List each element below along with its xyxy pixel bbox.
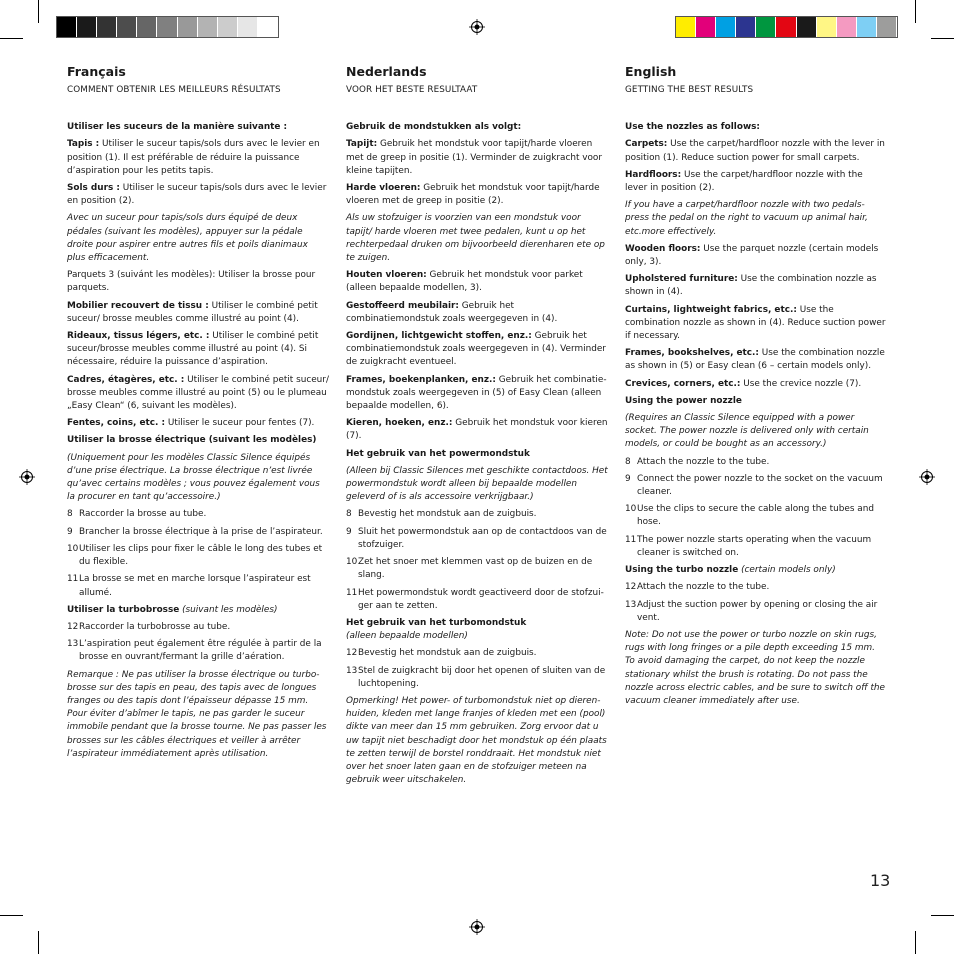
step-number: 11 [625, 534, 637, 545]
instruction-paragraph [67, 452, 329, 505]
step-number: 13 [346, 665, 358, 676]
paragraph-text: Parquets 3 (suivánt les modèles): Utiliser la brosse pour parquets. [67, 270, 316, 294]
instruction-paragraph [346, 121, 608, 134]
step-text: Attach the nozzle to the tube. [637, 582, 770, 593]
instruction-paragraph [625, 273, 887, 299]
paragraph-lead: Mobilier recouvert de tissu : [67, 300, 209, 311]
paragraph-lead: Frames, bookshelves, etc.: [625, 348, 759, 359]
remark-note: Opmerking! Het power- of turbomondstuk niet op dierenhuiden, kleden met lange franjes of kleden met een (pool) dikte van meer dan 15 mm gebruiken. Zorg ervoor dat u uw tapijt niet beschadigt door het mondstuk op één plaats te zetten terwijl de borstel ronddraait. Het mondstuk niet over het snoer laten gaan en de stofzuiger meteen na gebruik weer uitschakelen. [346, 695, 607, 786]
gray-calibration-bar [57, 17, 278, 37]
paragraph-text: (Alleen bij Classic Silences met geschikte contactdoos. Het powermondstuk wordt alleen bij bepaalde modellen geleverd of is als accessoire verkrijgbaar.) [346, 465, 608, 503]
step-number: 9 [67, 526, 73, 537]
step-number: 13 [625, 599, 637, 610]
color-swatch [857, 17, 877, 37]
instruction-paragraph [346, 374, 608, 414]
instruction-paragraph [67, 121, 329, 134]
numbered-step [346, 526, 608, 552]
section-language-title: Français [67, 64, 126, 79]
instruction-paragraph [346, 212, 608, 265]
instruction-paragraph [625, 378, 887, 391]
instruction-paragraph [625, 347, 887, 373]
paragraph-text: Gebruik het combinatiemondstuk zoals weergegeven in (5) of Easy Clean (alleen bepaalde modellen, 6). [346, 374, 607, 412]
instruction-paragraph [67, 434, 329, 447]
paragraph-text: (Requires an Classic Silence equipped with a power socket. The power nozzle is delivered only with certain models, or could be bought as an accessory.) [625, 413, 869, 450]
paragraph-text: Utiliser le suceur pour fentes (7). [165, 418, 315, 429]
section-subtitle: COMMENT OBTENIR LES MEILLEURS RÉSULTATS [67, 85, 281, 95]
instruction-paragraph [625, 395, 887, 408]
paragraph-lead: Tapijt: [346, 139, 378, 150]
section-subtitle: GETTING THE BEST RESULTS [625, 85, 754, 95]
paragraph-lead: Upholstered furniture: [625, 274, 738, 285]
paragraph-lead: Utiliser les suceurs de la manière suivante : [67, 122, 288, 133]
color-swatch [696, 17, 716, 37]
remark-note: Remarque : Ne pas utiliser la brosse électrique ou turbobrosse sur des tapis en peau, des tapis avec de longues franges ou des tapis dont l’épaisseur dépasse 15 mm. Pour éviter d’abîmer le tapis, ne pas garder le suceur immobile pendant que la brosse tourne. Ne pas passer les brosses sur les câbles électriques et veiller à arrêter l’aspirateur immédiatement après utilisation. [67, 669, 327, 759]
crop-mark [931, 915, 954, 916]
step-text: Zet het snoer met klemmen vast op de buizen en de slang. [358, 557, 593, 581]
crop-mark [931, 38, 954, 39]
numbered-step [67, 638, 329, 664]
paragraph-text: Use the combination nozzle as shown in (4). [625, 274, 877, 298]
step-number: 13 [67, 639, 79, 650]
step-text: Use the clips to secure the cable along the tubes and hose. [637, 504, 874, 528]
section-language-title: Nederlands [346, 64, 427, 79]
turbo-heading-label: Het gebruik van het turbomondstuk [346, 617, 527, 628]
paragraph-text: Utiliser le combiné petit suceur/ brosse meubles comme illustré au point (4). [67, 300, 318, 324]
paragraph-text: Use the parquet nozzle (certain models only, 3). [625, 243, 879, 268]
turbo-heading [625, 564, 887, 577]
step-text: Sluit het powermondstuk aan op de contactdoos van de stofzuiger. [358, 526, 607, 550]
numbered-step [346, 647, 608, 660]
gray-swatch [97, 17, 117, 37]
instruction-paragraph [67, 182, 329, 208]
step-number: 11 [346, 587, 358, 598]
instruction-paragraph [625, 304, 887, 344]
instruction-paragraph [625, 138, 887, 164]
instruction-paragraph [625, 243, 887, 269]
page-number: 13 [870, 871, 891, 890]
numbered-step [346, 587, 608, 613]
section-subtitle: VOOR HET BESTE RESULTAAT [346, 85, 478, 95]
step-number: 12 [67, 621, 79, 632]
step-text: Attach the nozzle to the tube. [637, 456, 770, 467]
column-dutch [346, 64, 608, 791]
paragraph-lead: Curtains, lightweight fabrics, etc.: [625, 304, 797, 315]
paragraph-lead: Frames, boekenplanken, enz.: [346, 374, 496, 385]
instruction-paragraph [346, 448, 608, 461]
color-swatch [776, 17, 796, 37]
step-number: 12 [625, 582, 637, 593]
numbered-step [625, 473, 887, 499]
step-number: 9 [346, 526, 352, 537]
numbered-step [625, 534, 887, 560]
turbo-heading-note: (alleen bepaalde modellen) [346, 631, 468, 642]
paragraph-lead: Houten vloeren: [346, 270, 427, 281]
instruction-paragraph [346, 269, 608, 295]
gray-swatch [198, 17, 218, 37]
numbered-step [625, 581, 887, 594]
crop-mark [915, 931, 916, 954]
paragraph-lead: Carpets: [625, 139, 668, 150]
paragraph-text: Als uw stofzuiger is voorzien van een mondstuk voor tapijt/ harde vloeren met twee pedalen, kunt u op het rechterpedaal druken om bijvoorbeeld dierenharen ete op te zuigen. [346, 213, 605, 264]
gray-swatch [77, 17, 97, 37]
paragraph-lead: Use the nozzles as follows: [625, 122, 760, 133]
paragraph-lead: Kieren, hoeken, enz.: [346, 418, 453, 429]
instruction-paragraph [67, 300, 329, 326]
instruction-paragraph [346, 138, 608, 178]
step-text: Stel de zuigkracht bij door het openen of sluiten van de luchtopening. [358, 665, 606, 689]
instruction-paragraph [625, 121, 887, 134]
paragraph-lead: Cadres, étagères, etc. : [67, 374, 185, 385]
paragraph-lead: Gordijnen, lichtgewicht stoffen, enz.: [346, 331, 532, 342]
gray-swatch [238, 17, 258, 37]
color-swatch [676, 17, 696, 37]
instruction-paragraph [67, 138, 329, 178]
remark-note: Note: Do not use the power or turbo nozzle on skin rugs, rugs with long fringes or a pile depth exceeding 15 mm. To avoid damaging the carpet, do not keep the nozzle stationary whilst the brush is rotating. Do not pass the nozzle across electric cables, and be sure to switch off the vacuum cleaner immediately after use. [625, 629, 886, 706]
step-text: Utiliser les clips pour fixer le câble le long des tubes et du flexible. [79, 543, 323, 568]
crop-mark [0, 38, 23, 39]
step-number: 10 [625, 504, 637, 515]
gray-swatch [117, 17, 137, 37]
paragraph-lead: Het gebruik van het powermondstuk [346, 448, 530, 459]
instruction-paragraph [625, 412, 887, 452]
paragraph-text: Utiliser le combiné petit suceur/ brosse meubles comme illustré au point (5) ou le plumeau „Easy Clean“ (6, suivant les modèles). [67, 374, 329, 412]
paragraph-lead: Fentes, coins, etc. : [67, 418, 166, 429]
color-swatch [736, 17, 756, 37]
turbo-heading [346, 617, 608, 643]
paragraph-text: Use the combination nozzle as shown in (4). Reduce suction power if necessary. [625, 304, 886, 342]
instruction-paragraph [67, 417, 329, 430]
numbered-step [67, 573, 329, 599]
paragraph-text: If you have a carpet/hardfloor nozzle with two pedals-press the pedal on the right to vacuum up animal hair, etc.more effectively. [625, 200, 868, 237]
gray-swatch [178, 17, 198, 37]
paragraph-lead: Using the power nozzle [625, 395, 742, 406]
numbered-step [67, 508, 329, 521]
step-text: Het powermondstuk wordt geactiveerd door de stofzuiger aan te zetten. [358, 587, 604, 611]
step-number: 10 [67, 543, 79, 554]
crop-mark [38, 0, 39, 23]
step-text: Raccorder la brosse au tube. [79, 509, 207, 520]
turbo-heading [67, 604, 329, 617]
instruction-paragraph [346, 182, 608, 208]
crop-mark [915, 0, 916, 23]
numbered-step [625, 599, 887, 625]
paragraph-lead: Gebruik de mondstukken als volgt: [346, 122, 522, 133]
turbo-heading-note: (certain models only) [738, 565, 836, 576]
step-text: Brancher la brosse électrique à la prise de l’aspirateur. [79, 526, 323, 537]
paragraph-lead: Tapis : [67, 139, 100, 150]
crop-mark [0, 915, 23, 916]
column-english [625, 64, 887, 712]
step-number: 8 [67, 509, 73, 520]
paragraph-text: Gebruik het combinatiemondstuk zoals weergegeven in (4). [346, 300, 558, 324]
numbered-step [625, 503, 887, 529]
step-text: L’aspiration peut également être régulée à partir de la brosse en ouvrant/fermant la grille d’aération. [79, 639, 322, 663]
instruction-paragraph [67, 212, 329, 265]
color-swatch [756, 17, 776, 37]
turbo-heading-label: Utiliser la turbobrosse [67, 604, 180, 615]
gray-swatch [137, 17, 157, 37]
paragraph-lead: Crevices, corners, etc.: [625, 378, 741, 389]
step-number: 12 [346, 648, 358, 659]
paragraph-text: Gebruik het mondstuk voor parket (alleen bepaalde modellen, 3). [346, 270, 583, 294]
numbered-step [346, 508, 608, 521]
step-text: La brosse se met en marche lorsque l’aspirateur est allumé. [79, 574, 311, 598]
paragraph-text: Utiliser le suceur tapis/sols durs avec le levier en position (2). [67, 183, 327, 207]
step-number: 9 [625, 473, 631, 484]
numbered-step [625, 456, 887, 469]
step-text: Connect the power nozzle to the socket on the vacuum cleaner. [637, 473, 883, 498]
crop-mark [38, 931, 39, 954]
instruction-paragraph [346, 330, 608, 370]
instruction-paragraph [67, 269, 329, 295]
paragraph-lead: Wooden floors: [625, 243, 701, 254]
instruction-paragraph [346, 465, 608, 505]
step-number: 10 [346, 557, 358, 568]
gray-swatch [57, 17, 77, 37]
paragraph-lead: Gestoffeerd meubilair: [346, 300, 459, 311]
registration-crosshair-icon [469, 919, 485, 935]
turbo-heading-note: (suivant les modèles) [179, 604, 278, 615]
instruction-paragraph [67, 330, 329, 370]
numbered-step [67, 543, 329, 569]
paragraph-lead: Harde vloeren: [346, 183, 421, 194]
paragraph-lead: Sols durs : [67, 183, 120, 194]
paragraph-text: Avec un suceur pour tapis/sols durs équipé de deux pédales (suivant les modèles), appuyer sur la pédale droite pour aspirer entre autres fils et poils dianimaux plus efficacement. [67, 213, 308, 264]
paragraph-text: Utiliser le combiné petit suceur/brosse meubles comme illustré au point (4). Si nécessaire, réduire la puissance d’aspiration. [67, 331, 319, 368]
step-text: The power nozzle starts operating when the vacuum cleaner is switched on. [637, 534, 872, 558]
column-french [67, 64, 329, 765]
paragraph-text: Gebruik het mondstuk voor kieren (7). [346, 418, 608, 442]
step-text: Raccorder la turbobrosse au tube. [79, 621, 231, 632]
instruction-paragraph [625, 169, 887, 195]
registration-crosshair-icon [19, 469, 35, 485]
instruction-paragraph [346, 300, 608, 326]
paragraph-lead: Hardfloors: [625, 169, 682, 180]
paragraph-text: Utiliser le suceur tapis/sols durs avec le levier en position (1). Il est préférable de réduire la puissance d’aspiration pour les petits tapis. [67, 139, 320, 176]
gray-swatch [258, 17, 278, 37]
color-swatch [837, 17, 857, 37]
numbered-step [346, 665, 608, 691]
instruction-paragraph [346, 417, 608, 443]
color-calibration-bar [676, 17, 897, 37]
paragraph-text: Gebruik het mondstuk voor tapijt/harde vloeren met de greep in positie (1). Verminder de zuigkracht voor kleine tapijten. [346, 139, 603, 176]
numbered-step [67, 621, 329, 634]
paragraph-text: Gebruik het combinatiemondstuk zoals weergegeven in (4). Verminder de zuigkracht eventueel. [346, 331, 606, 368]
step-text: Adjust the suction power by opening or closing the air vent. [637, 599, 878, 623]
color-swatch [797, 17, 817, 37]
paragraph-text: Use the combination nozzle as shown in (5) or Easy clean (6 – certain models only). [625, 348, 885, 372]
instruction-paragraph [625, 199, 887, 239]
step-number: 8 [346, 509, 352, 520]
step-number: 8 [625, 456, 631, 467]
registration-crosshair-icon [919, 469, 935, 485]
paragraph-lead: Rideaux, tissus légers, etc. : [67, 331, 210, 342]
turbo-heading-label: Using the turbo nozzle [625, 565, 739, 576]
paragraph-text: Use the carpet/hardfloor nozzle with the lever in position (1). Reduce suction power for small carpets. [625, 139, 885, 163]
step-text: Bevestig het mondstuk aan de zuigbuis. [358, 509, 537, 520]
paragraph-text: Gebruik het mondstuk voor tapijt/harde vloeren met de greep in positie (2). [346, 183, 600, 207]
step-text: Bevestig het mondstuk aan de zuigbuis. [358, 648, 537, 659]
paragraph-text: (Uniquement pour les modèles Classic Silence équipés d’une prise électrique. La brosse électrique n’est livrée qu’avec certains modèles ; vous pouvez également vous la procurer en tant qu’accessoire.) [67, 452, 320, 503]
section-language-title: English [625, 64, 677, 79]
registration-crosshair-icon [469, 19, 485, 35]
step-number: 11 [67, 574, 79, 585]
color-swatch [716, 17, 736, 37]
paragraph-text: Use the crevice nozzle (7). [740, 378, 862, 389]
paragraph-lead: Utiliser la brosse électrique (suivant les modèles) [67, 435, 317, 446]
paragraph-text: Use the carpet/hardfloor nozzle with the lever in position (2). [625, 169, 863, 194]
gray-swatch [157, 17, 177, 37]
color-swatch [877, 17, 897, 37]
numbered-step [67, 526, 329, 539]
instruction-paragraph [67, 374, 329, 414]
color-swatch [817, 17, 837, 37]
gray-swatch [218, 17, 238, 37]
numbered-step [346, 556, 608, 582]
